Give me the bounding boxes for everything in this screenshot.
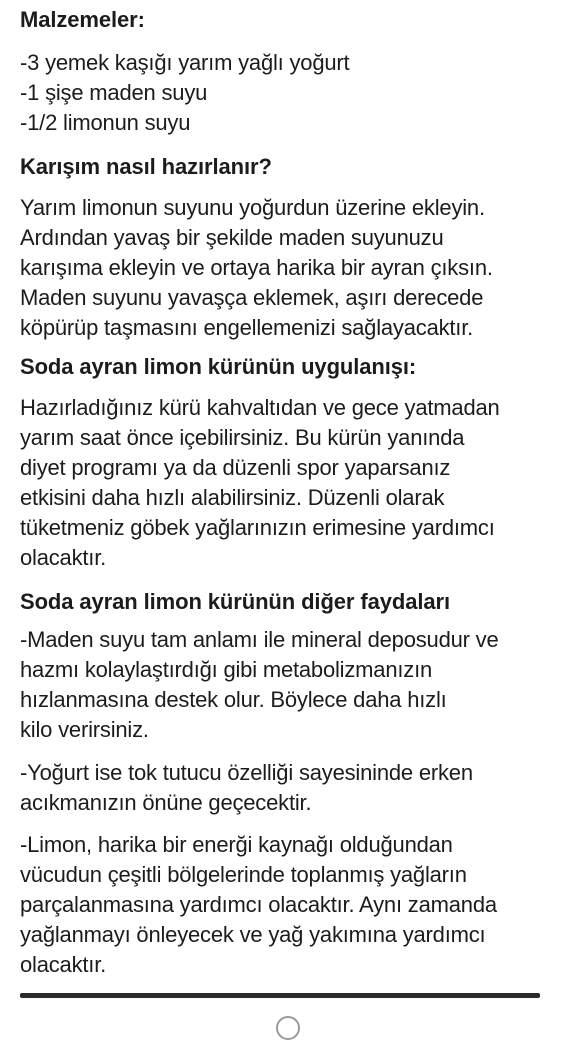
section-heading-benefits: Soda ayran limon kürünün diğer faydaları [20,589,450,614]
text-line: -Yoğurt ise tok tutucu özelliği sayesininde erken [20,760,473,785]
text-line: hızlanmasına destek olur. Böylece daha hızlı [20,687,447,712]
text-line: -Maden suyu tam anlamı ile mineral deposudur ve [20,627,499,652]
text-line: hazmı kolaylaştırdığı gibi metabolizmanızın [20,657,433,682]
text-line: -1/2 limonun suyu [20,110,191,135]
text-line: tüketmeniz göbek yağlarınızın erimesine yardımcı [20,515,495,540]
benefit-lemon-paragraph [20,830,497,980]
text-line: parçalanmasına yardımcı olacaktır. Aynı zamanda [20,892,497,917]
text-line: -Limon, harika bir enerği kaynağı olduğundan [20,832,453,857]
text-line: acıkmanızın önüne geçecektir. [20,790,312,815]
text-line: olacaktır. [20,545,107,570]
text-line: olacaktır. [20,952,107,977]
benefit-mineral-water-paragraph [20,625,499,745]
section-heading-application: Soda ayran limon kürünün uygulanışı: [20,354,417,379]
section-heading-ingredients: Malzemeler: [20,7,145,32]
text-line: Ardından yavaş bir şekilde maden suyunuzu [20,225,444,250]
section-heading-preparation: Karışım nasıl hazırlanır? [20,154,272,179]
text-line: Yarım limonun suyunu yoğurdun üzerine ekleyin. [20,195,485,220]
ingredients-list [20,48,349,138]
text-line: etkisini daha hızlı alabilirsiniz. Düzenli olarak [20,485,445,510]
text-line: -3 yemek kaşığı yarım yağlı yoğurt [20,50,350,75]
benefit-yogurt-paragraph [20,758,473,818]
text-line: yarım saat önce içebilirsiniz. Bu kürün yanında [20,425,465,450]
text-line: köpürüp taşmasını engellemenizi sağlayacaktır. [20,315,474,340]
cut-off-text-fragment [20,993,540,998]
text-line: karışıma ekleyin ve ortaya harika bir ayran çıksın. [20,255,493,280]
text-line: -1 şişe maden suyu [20,80,208,105]
text-line: vücudun çeşitli bölgelerinde toplanmış yağların [20,862,467,887]
application-paragraph [20,393,500,573]
cut-off-heading [20,993,540,1009]
text-line: yağlanmayı önleyecek ve yağ yakımına yardımcı [20,922,486,947]
preparation-paragraph [20,193,493,343]
text-line: Maden suyunu yavaşça eklemek, aşırı derecede [20,285,484,310]
text-line: kilo verirsiniz. [20,717,149,742]
scroll-indicator-icon[interactable] [276,1016,300,1040]
text-line: diyet programı ya da düzenli spor yaparsanız [20,455,451,480]
text-line: Hazırladığınız kürü kahvaltıdan ve gece yatmadan [20,395,500,420]
